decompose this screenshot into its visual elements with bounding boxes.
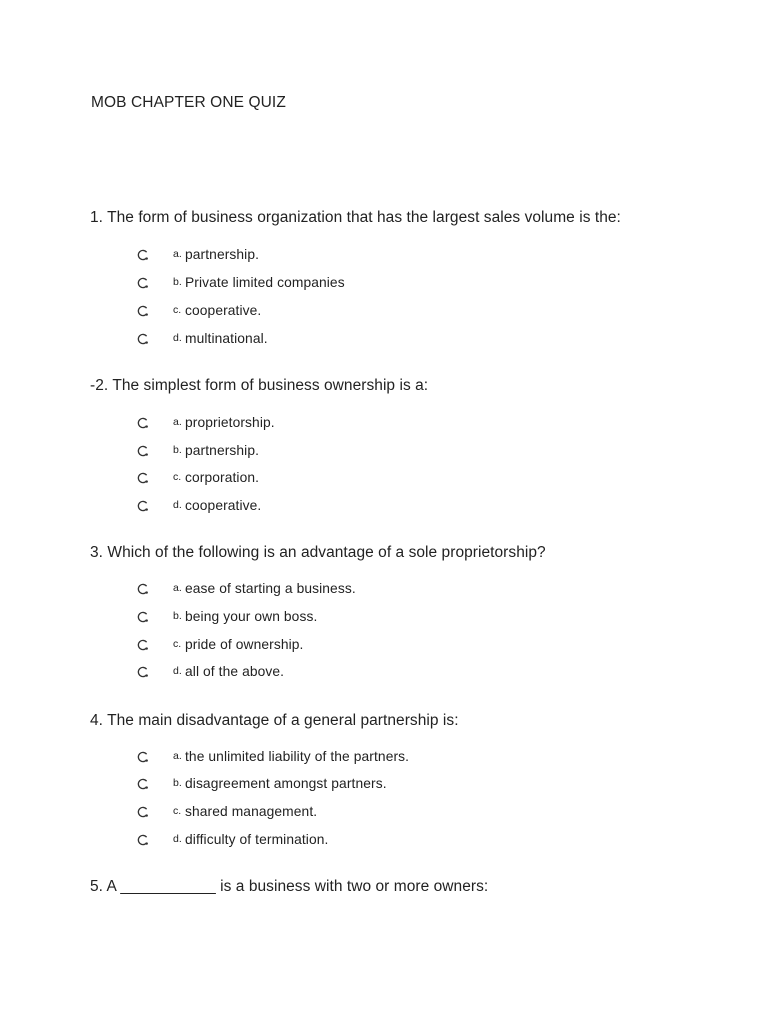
radio-button-icon[interactable] <box>137 417 149 429</box>
option-b[interactable] <box>0 275 500 295</box>
question-text: 4. The main disadvantage of a general partnership is: <box>90 712 459 729</box>
option-letter: c. <box>173 304 182 316</box>
option-text: proprietorship. <box>185 415 275 430</box>
question-text: 3. Which of the following is an advantage of a sole proprietorship? <box>90 544 546 561</box>
option-text: the unlimited liability of the partners. <box>185 749 410 764</box>
radio-button-icon[interactable] <box>137 639 149 651</box>
radio-button-icon[interactable] <box>137 806 149 818</box>
option-text: difficulty of termination. <box>185 832 329 847</box>
option-letter: b. <box>173 610 182 622</box>
option-text: corporation. <box>185 470 260 485</box>
option-text: pride of ownership. <box>185 637 304 652</box>
radio-button-icon[interactable] <box>137 445 149 457</box>
radio-button-icon[interactable] <box>137 277 149 289</box>
radio-button-icon[interactable] <box>137 666 149 678</box>
option-letter: d. <box>173 665 182 677</box>
radio-button-icon[interactable] <box>137 583 149 595</box>
radio-button-icon[interactable] <box>137 778 149 790</box>
option-letter: c. <box>173 805 182 817</box>
option-b[interactable] <box>0 443 500 463</box>
option-letter: c. <box>173 471 182 483</box>
option-letter: a. <box>173 248 182 260</box>
option-letter: b. <box>173 444 182 456</box>
option-letter: a. <box>173 582 182 594</box>
option-b[interactable] <box>0 609 500 629</box>
option-letter: b. <box>173 276 182 288</box>
radio-button-icon[interactable] <box>137 611 149 623</box>
radio-button-icon[interactable] <box>137 333 149 345</box>
radio-button-icon[interactable] <box>137 834 149 846</box>
option-d[interactable] <box>0 832 500 852</box>
radio-button-icon[interactable] <box>137 472 149 484</box>
option-d[interactable] <box>0 498 500 518</box>
option-a[interactable] <box>0 581 500 601</box>
option-text: shared management. <box>185 804 318 819</box>
option-text: ease of starting a business. <box>185 581 356 596</box>
question-text: -2. The simplest form of business ownership is a: <box>90 377 429 394</box>
option-a[interactable] <box>0 749 500 769</box>
option-text: cooperative. <box>185 303 262 318</box>
question-text: 5. A ___________ is a business with two or more owners: <box>90 878 489 895</box>
option-a[interactable] <box>0 415 500 435</box>
option-letter: d. <box>173 833 182 845</box>
option-text: cooperative. <box>185 498 262 513</box>
option-letter: b. <box>173 777 182 789</box>
option-a[interactable] <box>0 247 500 267</box>
option-letter: d. <box>173 499 182 511</box>
page-title: MOB CHAPTER ONE QUIZ <box>91 94 286 111</box>
option-letter: d. <box>173 332 182 344</box>
option-text: Private limited companies <box>185 275 345 290</box>
question-text: 1. The form of business organization that has the largest sales volume is the: <box>90 209 621 226</box>
option-c[interactable] <box>0 637 500 657</box>
option-letter: a. <box>173 750 182 762</box>
radio-button-icon[interactable] <box>137 249 149 261</box>
option-text: partnership. <box>185 247 260 262</box>
option-d[interactable] <box>0 664 500 684</box>
option-text: partnership. <box>185 443 260 458</box>
option-letter: c. <box>173 638 182 650</box>
option-c[interactable] <box>0 804 500 824</box>
option-c[interactable] <box>0 470 500 490</box>
option-text: multinational. <box>185 331 268 346</box>
option-text: disagreement amongst partners. <box>185 776 387 791</box>
radio-button-icon[interactable] <box>137 500 149 512</box>
option-d[interactable] <box>0 331 500 351</box>
radio-button-icon[interactable] <box>137 751 149 763</box>
option-b[interactable] <box>0 776 500 796</box>
option-text: being your own boss. <box>185 609 318 624</box>
option-c[interactable] <box>0 303 500 323</box>
option-letter: a. <box>173 416 182 428</box>
option-text: all of the above. <box>185 664 285 679</box>
radio-button-icon[interactable] <box>137 305 149 317</box>
